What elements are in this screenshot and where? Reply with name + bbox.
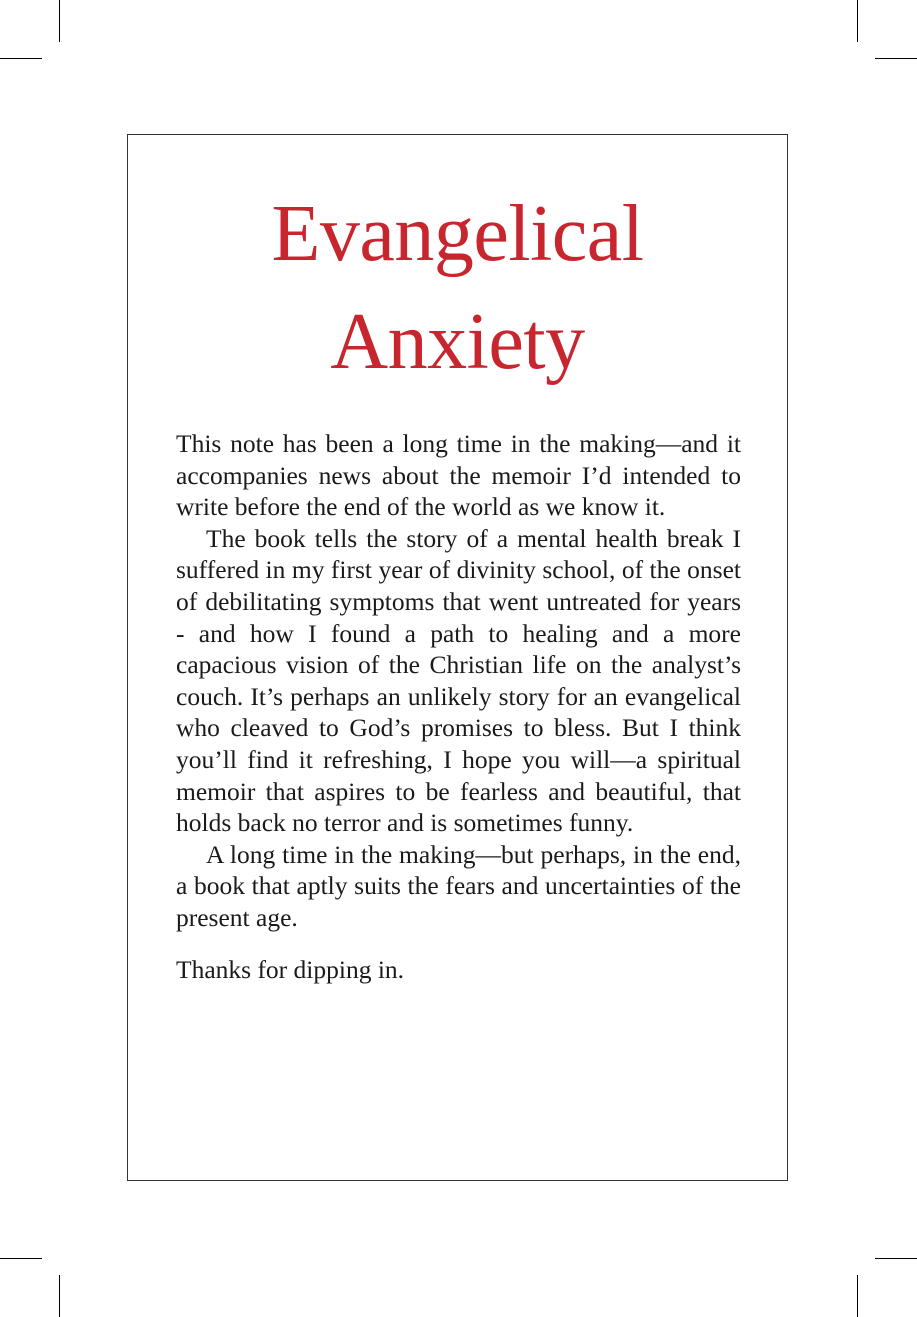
crop-mark: [0, 1258, 42, 1259]
note-body: [176, 428, 741, 985]
crop-mark: [59, 1275, 60, 1317]
page-title: [127, 180, 788, 396]
paragraph-story: The book tells the story of a mental health break I suffered in my first year of divinity school, of the onset of debilitating symptoms that went untreated for years - and how I found a path to healing and a more capacious vision of the Christian life on the analyst’s couch. It’s perhaps an unlikely story for an evangelical who cleaved to God’s promises to bless. But I think you’ll find it refreshing, I hope you will—a spiritual memoir that aspires to be fearless and beautiful, that holds back no terror and is sometimes funny.: [176, 523, 741, 838]
paragraph-intro: This note has been a long time in the making—and it accompanies news about the memoir I’d intended to write before the end of the world as we know it.: [176, 429, 741, 522]
crop-mark: [857, 1275, 858, 1317]
title-line-1: Evangelical: [271, 190, 644, 278]
crop-mark: [875, 1258, 917, 1259]
crop-mark: [0, 58, 42, 59]
crop-mark: [875, 58, 917, 59]
paragraph-conclusion: A long time in the making—but perhaps, in the end, a book that aptly suits the fears and uncertainties of the present age.: [176, 839, 741, 932]
crop-mark: [59, 0, 60, 42]
closing-line: Thanks for dipping in.: [176, 954, 405, 984]
crop-mark: [857, 0, 858, 42]
title-line-2: Anxiety: [330, 298, 585, 386]
